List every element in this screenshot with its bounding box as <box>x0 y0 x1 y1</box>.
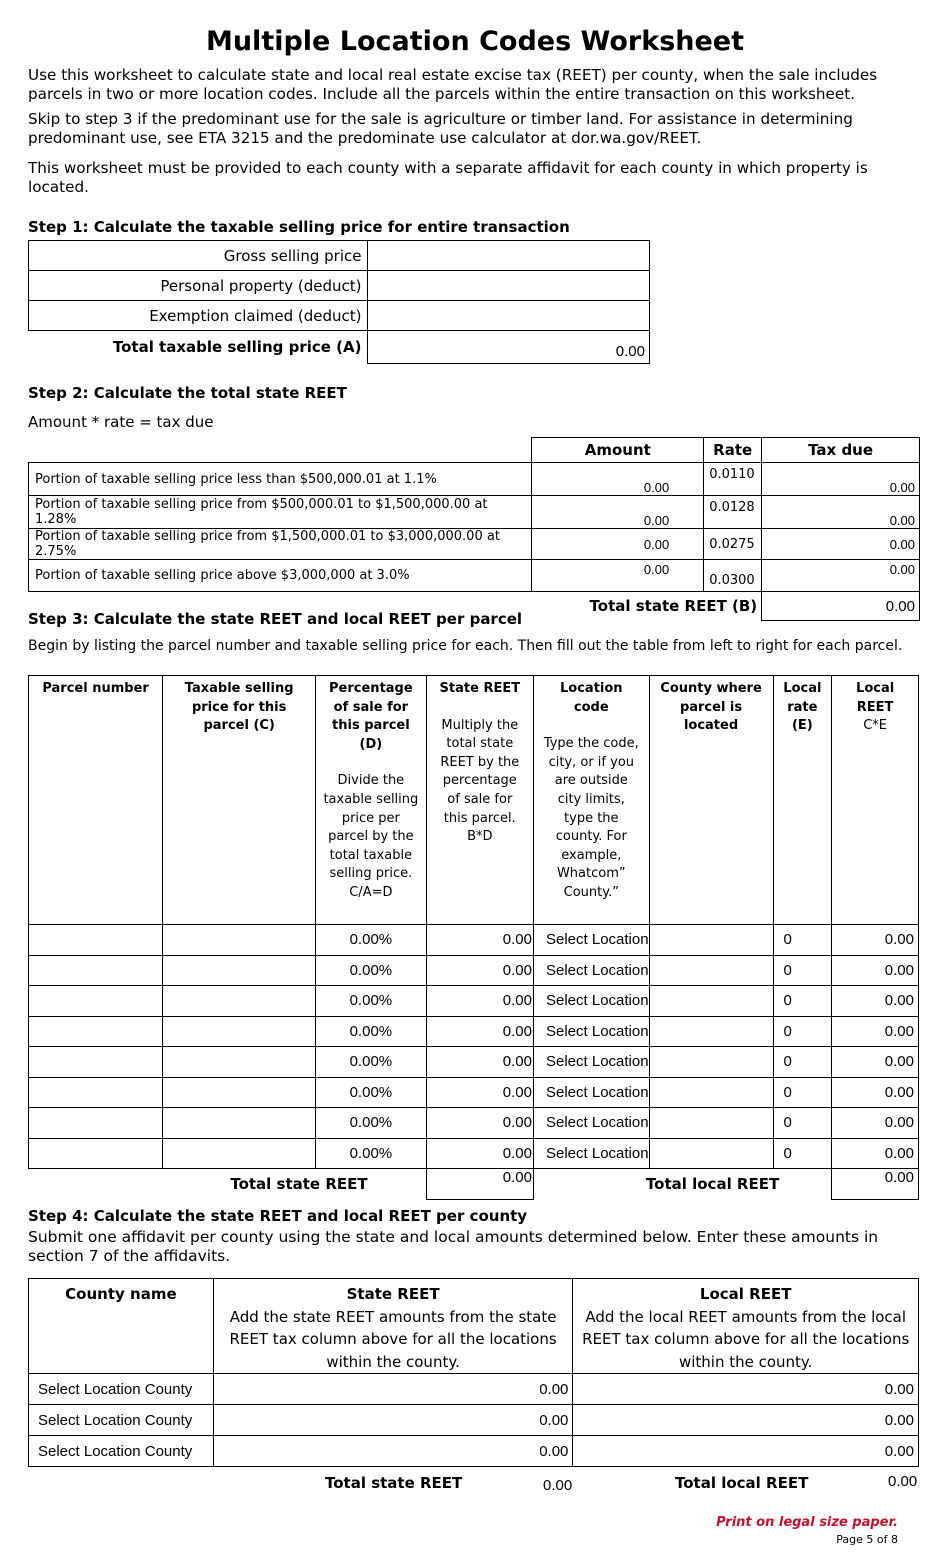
table-row <box>29 560 920 592</box>
tax-due-header: Tax due <box>762 438 920 463</box>
local-rate-cell: 0 <box>773 1138 832 1169</box>
table-header-row <box>29 438 920 463</box>
county-select[interactable]: Select Location County <box>29 1374 214 1405</box>
location-select[interactable]: Select Location <box>534 1077 650 1108</box>
local-reet-cell: 0.00 <box>832 1077 919 1108</box>
exemption-claimed-field[interactable] <box>368 301 650 331</box>
local-reet-cell: 0.00 <box>832 955 919 986</box>
step3-total-state-label: Total state REET <box>29 1169 427 1200</box>
local-rate-cell: 0 <box>773 925 832 956</box>
state-reet-cell: 0.00 <box>426 1047 533 1078</box>
parcel-number-field[interactable] <box>29 955 163 986</box>
state-reet-header-title: State REET <box>439 681 521 696</box>
county-state-reet-cell: 0.00 <box>213 1374 573 1405</box>
step3-instructions: Begin by listing the parcel number and taxable selling price for each. Then fill out the table from left to right for each parcel. <box>28 638 903 654</box>
parcel-number-field[interactable] <box>29 1108 163 1139</box>
parcel-number-field[interactable] <box>29 1016 163 1047</box>
amount-header: Amount <box>532 438 704 463</box>
local-rate-cell: 0 <box>773 1047 832 1078</box>
county-local-reet-cell: 0.00 <box>573 1374 919 1405</box>
table-row <box>29 955 919 986</box>
intro-paragraph-2: Skip to step 3 if the predominant use for the sale is agriculture or timber land. For assistance in determining predominant use, see ETA 3215 and the predominate use calculator at dor.wa.gov/REET. <box>28 110 853 147</box>
intro-paragraph-1: Use this worksheet to calculate state and local real estate excise tax (REET) per county, when the sale includes parcels in two or more location codes. Include all the parcels within the entire transaction on this worksheet. <box>28 66 878 103</box>
table-row <box>29 1077 919 1108</box>
local-reet-header <box>832 676 919 925</box>
tax-due-cell: 0.00 <box>762 463 920 496</box>
rate-cell: 0.0128 <box>704 496 762 529</box>
taxable-price-field[interactable] <box>163 1077 316 1108</box>
total-state-reet-b-value: 0.00 <box>762 592 920 621</box>
step2-formula: Amount * rate = tax due <box>28 413 214 431</box>
step3-total-local-value: 0.00 <box>832 1169 919 1200</box>
location-code-header-desc: Type the code, city, or if you are outside city limits, type the county. For example, Whatcom” County.” <box>543 736 639 900</box>
table-row <box>29 1405 919 1436</box>
location-code-header-title: Location code <box>560 681 623 715</box>
step4-total-local-value: 0.00 <box>888 1473 918 1490</box>
percentage-cell: 0.00% <box>316 1077 426 1108</box>
percentage-cell: 0.00% <box>316 1047 426 1078</box>
table-row <box>29 1108 919 1139</box>
local-reet-cell: 0.00 <box>832 1016 919 1047</box>
percentage-header <box>316 676 426 925</box>
personal-property-label: Personal property (deduct) <box>29 271 368 301</box>
table-row <box>29 331 650 364</box>
county-cell <box>649 1077 773 1108</box>
percentage-cell: 0.00% <box>316 1138 426 1169</box>
parcel-number-field[interactable] <box>29 925 163 956</box>
taxable-price-field[interactable] <box>163 1108 316 1139</box>
taxable-price-header: Taxable selling price for this parcel (C) <box>163 676 316 925</box>
bracket-label: Portion of taxable selling price above $3,000,000 at 3.0% <box>29 560 532 592</box>
taxable-price-field[interactable] <box>163 955 316 986</box>
step4-total-state-value: 0.00 <box>543 1477 573 1494</box>
county-state-reet-cell: 0.00 <box>213 1405 573 1436</box>
parcel-number-field[interactable] <box>29 1138 163 1169</box>
local-reet-cell: 0.00 <box>832 986 919 1017</box>
bracket-label: Portion of taxable selling price from $500,000.01 to $1,500,000.00 at 1.28% <box>29 496 532 529</box>
local-reet-county-header-desc: Add the local REET amounts from the local REET tax column above for all the locations within the county. <box>582 1307 910 1371</box>
county-cell <box>649 925 773 956</box>
rate-cell: 0.0110 <box>704 463 762 496</box>
local-reet-header-desc: C*E <box>863 718 887 734</box>
local-reet-cell: 0.00 <box>832 1047 919 1078</box>
percentage-header-title: Percentage of sale for this parcel (D) <box>329 681 413 752</box>
location-select[interactable]: Select Location <box>534 925 650 956</box>
local-reet-header-title: Local REET <box>856 681 895 715</box>
step3-total-local-label: Total local REET <box>534 1169 832 1200</box>
personal-property-field[interactable] <box>368 271 650 301</box>
county-local-reet-cell: 0.00 <box>573 1436 919 1467</box>
state-reet-header <box>426 676 533 925</box>
state-reet-cell: 0.00 <box>426 1016 533 1047</box>
step2-heading: Step 2: Calculate the total state REET <box>28 384 347 402</box>
county-select[interactable]: Select Location County <box>29 1436 214 1467</box>
percentage-cell: 0.00% <box>316 925 426 956</box>
county-cell <box>649 986 773 1017</box>
state-reet-cell: 0.00 <box>426 955 533 986</box>
exemption-claimed-label: Exemption claimed (deduct) <box>29 301 368 331</box>
state-reet-cell: 0.00 <box>426 1108 533 1139</box>
step4-total-state-label: Total state REET <box>325 1474 463 1492</box>
table-row <box>29 529 920 560</box>
parcel-number-field[interactable] <box>29 1077 163 1108</box>
county-cell <box>649 1047 773 1078</box>
rate-cell: 0.0300 <box>704 560 762 592</box>
local-rate-cell: 0 <box>773 1108 832 1139</box>
taxable-price-field[interactable] <box>163 925 316 956</box>
local-rate-cell: 0 <box>773 1016 832 1047</box>
county-cell <box>649 1138 773 1169</box>
local-rate-header: Local rate (E) <box>773 676 832 925</box>
gross-selling-price-label: Gross selling price <box>29 241 368 271</box>
page-title: Multiple Location Codes Worksheet <box>205 26 745 57</box>
local-rate-cell: 0 <box>773 955 832 986</box>
step1-table <box>28 240 650 364</box>
amount-cell: 0.00 <box>532 496 704 529</box>
step2-table <box>28 437 920 621</box>
tax-due-cell: 0.00 <box>762 560 920 592</box>
total-state-reet-b-label: Total state REET (B) <box>29 592 762 621</box>
taxable-price-field[interactable] <box>163 986 316 1017</box>
location-select[interactable]: Select Location <box>534 1016 650 1047</box>
page-number: Page 5 of 8 <box>836 1533 898 1546</box>
state-reet-cell: 0.00 <box>426 986 533 1017</box>
bracket-label: Portion of taxable selling price less than $500,000.01 at 1.1% <box>29 463 532 496</box>
table-header-row <box>29 1279 919 1374</box>
location-select[interactable]: Select Location <box>534 1138 650 1169</box>
local-reet-county-header-title: Local REET <box>699 1285 792 1303</box>
table-row <box>29 925 919 956</box>
local-reet-cell: 0.00 <box>832 925 919 956</box>
location-select[interactable]: Select Location <box>534 1108 650 1139</box>
county-cell <box>649 1108 773 1139</box>
county-cell <box>649 1016 773 1047</box>
county-name-header: County name <box>29 1279 214 1374</box>
table-row <box>29 1047 919 1078</box>
rate-header: Rate <box>704 438 762 463</box>
amount-cell: 0.00 <box>532 560 704 592</box>
county-local-reet-cell: 0.00 <box>573 1405 919 1436</box>
amount-cell: 0.00 <box>532 463 704 496</box>
local-reet-cell: 0.00 <box>832 1138 919 1169</box>
step4-heading: Step 4: Calculate the state REET and local REET per county <box>28 1207 528 1225</box>
table-row <box>29 271 650 301</box>
table-row <box>29 301 650 331</box>
table-row <box>29 1016 919 1047</box>
tax-due-cell: 0.00 <box>762 496 920 529</box>
table-row <box>29 496 920 529</box>
county-cell <box>649 955 773 986</box>
state-reet-cell: 0.00 <box>426 1077 533 1108</box>
county-header: County where parcel is located <box>649 676 773 925</box>
state-reet-cell: 0.00 <box>426 1138 533 1169</box>
table-row <box>29 1138 919 1169</box>
state-reet-county-header <box>213 1279 573 1374</box>
table-header-row <box>29 676 919 925</box>
location-select[interactable]: Select Location <box>534 955 650 986</box>
county-select[interactable]: Select Location County <box>29 1405 214 1436</box>
step3-heading: Step 3: Calculate the state REET and local REET per parcel <box>28 610 523 628</box>
total-taxable-value: 0.00 <box>368 331 650 364</box>
location-select[interactable]: Select Location <box>534 1047 650 1078</box>
percentage-cell: 0.00% <box>316 1108 426 1139</box>
print-note: Print on legal size paper. <box>716 1515 898 1530</box>
parcel-number-field[interactable] <box>29 1047 163 1078</box>
local-rate-cell: 0 <box>773 986 832 1017</box>
state-reet-county-header-title: State REET <box>346 1285 440 1303</box>
step4-instructions: Submit one affidavit per county using the state and local amounts determined below. Enter these amounts in section 7 of the affidavits. <box>28 1228 879 1265</box>
table-row <box>29 241 650 271</box>
tax-due-cell: 0.00 <box>762 529 920 560</box>
step3-table <box>28 675 919 1200</box>
parcel-number-header: Parcel number <box>29 676 163 925</box>
state-reet-cell: 0.00 <box>426 925 533 956</box>
local-rate-cell: 0 <box>773 1077 832 1108</box>
percentage-cell: 0.00% <box>316 955 426 986</box>
table-row <box>29 463 920 496</box>
amount-cell: 0.00 <box>532 529 704 560</box>
intro-paragraph-3: This worksheet must be provided to each county with a separate affidavit for each county in which property is located. <box>28 159 868 196</box>
location-code-header <box>534 676 650 925</box>
table-row <box>29 986 919 1017</box>
total-taxable-label: Total taxable selling price (A) <box>29 331 368 364</box>
step3-total-state-value: 0.00 <box>426 1169 533 1200</box>
percentage-header-desc: Divide the taxable selling price per parcel by the total taxable selling price. C/A=D <box>323 773 419 900</box>
state-reet-county-header-desc: Add the state REET amounts from the state REET tax column above for all the locations within the county. <box>229 1307 557 1371</box>
table-row <box>29 1436 919 1467</box>
taxable-price-field[interactable] <box>163 1138 316 1169</box>
percentage-cell: 0.00% <box>316 986 426 1017</box>
taxable-price-field[interactable] <box>163 1047 316 1078</box>
totals-row <box>29 1169 919 1200</box>
step1-heading: Step 1: Calculate the taxable selling price for entire transaction <box>28 218 570 236</box>
gross-selling-price-field[interactable] <box>368 241 650 271</box>
local-reet-county-header <box>573 1279 919 1374</box>
step4-table <box>28 1278 919 1467</box>
bracket-label: Portion of taxable selling price from $1,500,000.01 to $3,000,000.00 at 2.75% <box>29 529 532 560</box>
county-state-reet-cell: 0.00 <box>213 1436 573 1467</box>
table-row <box>29 1374 919 1405</box>
step4-total-local-label: Total local REET <box>675 1474 809 1492</box>
rate-cell: 0.0275 <box>704 529 762 560</box>
location-select[interactable]: Select Location <box>534 986 650 1017</box>
parcel-number-field[interactable] <box>29 986 163 1017</box>
percentage-cell: 0.00% <box>316 1016 426 1047</box>
state-reet-header-desc: Multiply the total state REET by the percentage of sale for this parcel. B*D <box>440 717 520 845</box>
local-reet-cell: 0.00 <box>832 1108 919 1139</box>
taxable-price-field[interactable] <box>163 1016 316 1047</box>
